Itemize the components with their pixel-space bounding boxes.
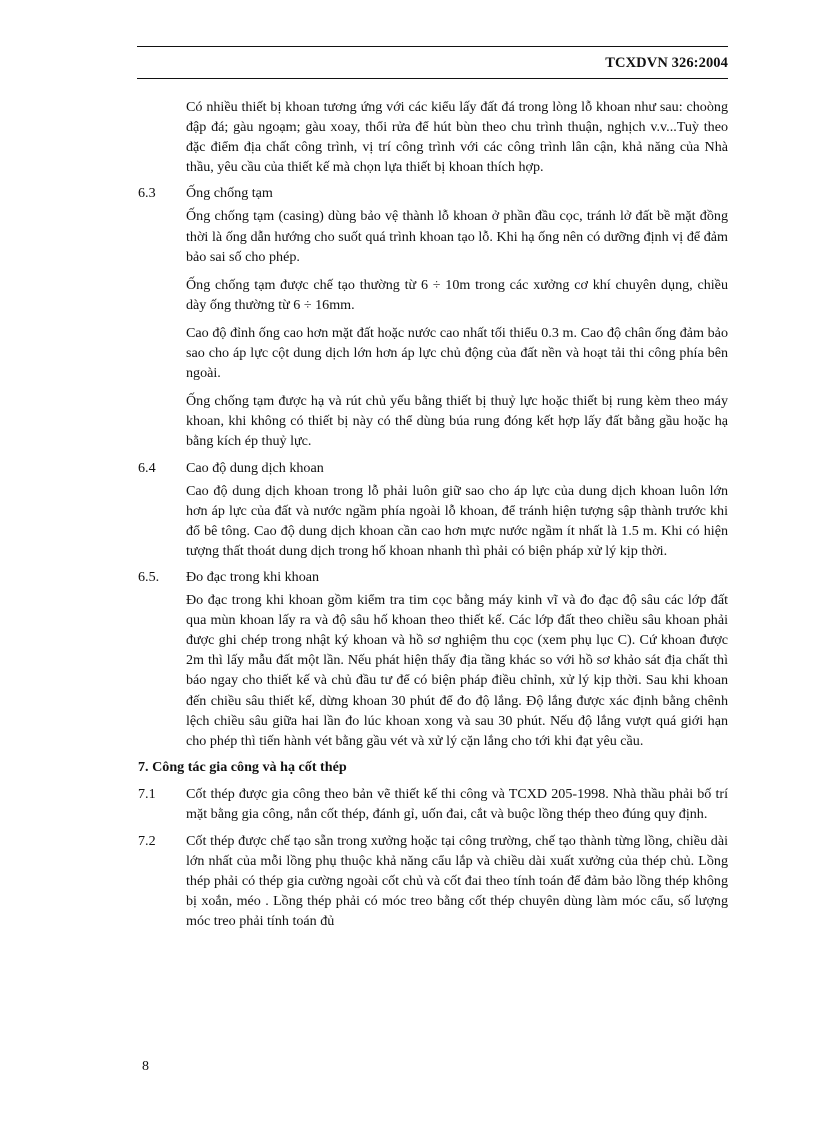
paragraph: Đo đạc trong khi khoan gồm kiểm tra tim cọc bằng máy kinh vĩ và đo đạc độ sâu các lớp đất qua mùn khoan lấy ra và độ sâu hố khoan theo thiết kế. Các lớp đất theo chiều sâu khoan phải được ghi chép trong nhật ký khoan và hồ sơ nghiệm thu cọc (xem phụ lục C). Cứ khoan được 2m thì lấy mẫu đất một lần. Nếu phát hiện thấy địa tầng khác so với hồ sơ khảo sát địa chất thì báo ngay cho thiết kế và chủ đầu tư để có biện pháp điều chỉnh, xử lý kịp thời. Sau khi khoan đến chiều sâu thiết kế, dừng khoan 30 phút để đo độ lắng. Độ lắng được xác định bằng chênh lệch chiều sâu giữa hai lần đo lúc khoan xong và sau 30 phút. Nếu độ lắng vượt quá giới hạn cho phép thì tiến hành vét bằng gầu vét và xử lý cặn lắng cho tới khi đạt yêu cầu.	[186, 592, 728, 749]
section-6-3-heading	[138, 183, 728, 203]
document-code: TCXDVN 326:2004	[605, 55, 728, 71]
paragraph: Ống chống tạm được chế tạo thường từ 6 ÷ 10m trong các xưởng cơ khí chuyên dụng, chiều dày ống thường từ 6 ÷ 16mm.	[186, 276, 728, 313]
page-number: 8	[142, 1059, 149, 1074]
intro-paragraph: Có nhiều thiết bị khoan tương ứng với các kiểu lấy đất đá trong lòng lỗ khoan như sau: choòng đập đá; gàu ngoạm; gàu xoay, thổi rửa để hút bùn theo chu trình thuận, nghịch v.v...Tuỳ theo đặc điểm địa chất công trình, vị trí công trình với các công trình lân cận, khả năng của Nhà thầu, yêu cầu của thiết kế mà chọn lựa thiết bị khoan thích hợp.	[186, 99, 728, 176]
paragraph: Cao độ dung dịch khoan trong lỗ phải luôn giữ sao cho áp lực của dung dịch khoan luôn lớn hơn áp lực của đất và nước ngầm phía ngoài lỗ khoan, để tránh hiện tượng sập thành trước khi đổ bê tông. Cao độ dung dịch khoan cần cao hơn mực nước ngầm ít nhất là 1.5 m. Khi có hiện tượng thất thoát dung dịch trong hố khoan nhanh thì phải có biện pháp xử lý kịp thời.	[186, 482, 728, 559]
section-number: 6.5.	[138, 568, 160, 585]
section-7-heading: 7. Công tác gia công và hạ cốt thép	[138, 758, 347, 775]
paragraph: Cao độ đỉnh ống cao hơn mặt đất hoặc nước cao nhất tối thiểu 0.3 m. Cao độ chân ống đảm bảo sao cho áp lực cột dung dịch lớn hơn áp lực chủ động của đất nền và hoạt tải thi công phía bên ngoài.	[186, 324, 728, 382]
section-number: 6.4	[138, 459, 156, 476]
body-text	[138, 97, 728, 932]
list-item-7-2	[138, 831, 728, 931]
paragraph: Ống chống tạm được hạ và rút chủ yếu bằng thiết bị thuỷ lực hoặc thiết bị rung kèm theo máy khoan, khi không có thiết bị này có thể dùng búa rung đóng kết hợp lấy đất bằng gầu hoặc hạ bằng kích ép thuỷ lực.	[186, 393, 728, 450]
section-6-4-heading	[138, 458, 728, 478]
header-rule-top	[137, 46, 728, 47]
section-title: Đo đạc trong khi khoan	[186, 568, 320, 585]
header-rule-bottom	[137, 78, 728, 79]
section-number: 6.3	[138, 185, 156, 202]
paragraph: Ống chống tạm (casing) dùng bảo vệ thành lỗ khoan ở phần đầu cọc, tránh lở đất bề mặt đồng thời là ống dẫn hướng cho suốt quá trình khoan tạo lỗ. Khi hạ ống nên có dưỡng định vị để đảm bảo sai số cho phép.	[186, 208, 728, 265]
item-number: 7.1	[138, 785, 156, 802]
item-text: Cốt thép được gia công theo bản vẽ thiết kế thi công và TCXD 205-1998. Nhà thầu phải bố trí mặt bằng gia công, nắn cốt thép, đánh gỉ, uốn đai, cắt và buộc lồng thép theo đúng quy định.	[186, 785, 728, 822]
list-item-7-1	[138, 784, 728, 824]
section-6-5-heading	[138, 567, 728, 587]
item-number: 7.2	[138, 833, 156, 850]
section-title: Ống chống tạm	[186, 185, 273, 202]
section-title: Cao độ dung dịch khoan	[186, 459, 324, 476]
item-text: Cốt thép được chế tạo sẵn trong xưởng hoặc tại công trường, chế tạo thành từng lồng, chiều dài lớn nhất của mỗi lồng phụ thuộc khả năng cẩu lắp và chiều dài xuất xưởng của thép chủ. Lồng thép phải có thép gia cường ngoài cốt chủ và cốt đai theo tính toán để đảm bảo lồng thép không bị xoắn, méo . Lồng thép phải có móc treo bằng cốt thép chuyên dùng làm móc cẩu, số lượng móc treo phải tính toán đủ	[186, 833, 728, 930]
